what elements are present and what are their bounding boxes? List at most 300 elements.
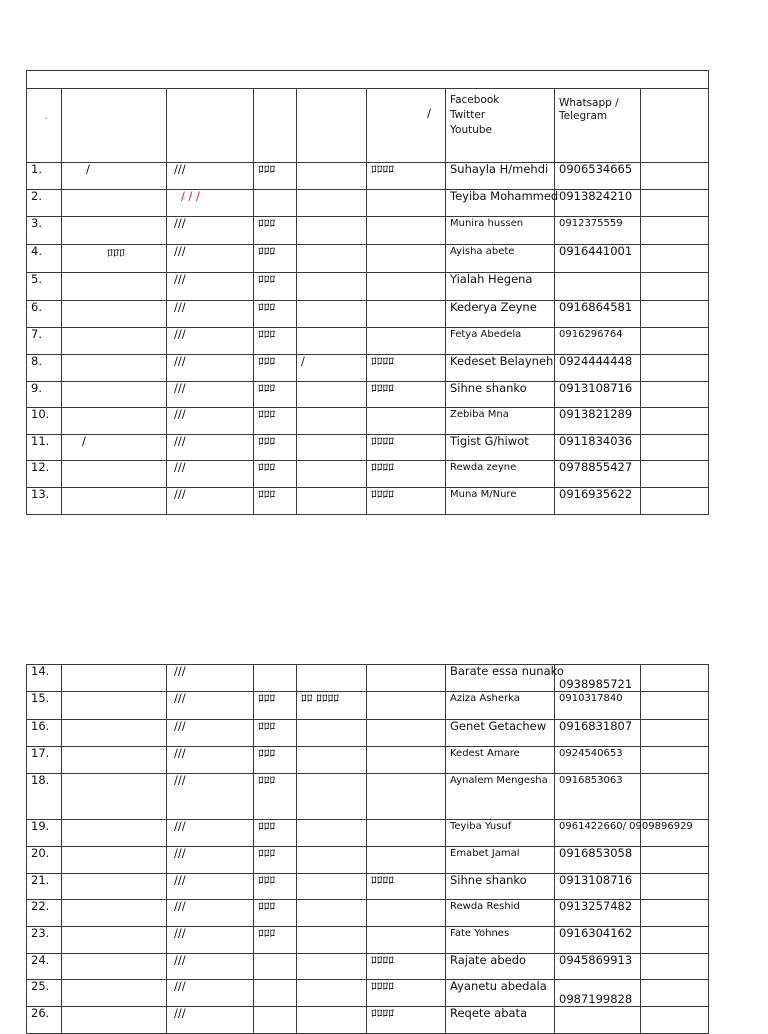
row-number-cell-text: 14.: [31, 664, 50, 678]
phone-cell-text: 0961422660/ 0909896929: [559, 821, 693, 832]
column-1-cell: [62, 301, 167, 328]
row-number-cell: [27, 847, 62, 874]
column-5-cell-text: ﾛﾛﾛﾛ: [371, 979, 394, 993]
phone-cell: [555, 408, 641, 435]
name-cell-text: Aziza Asherka: [450, 693, 520, 704]
column-1-cell: [62, 273, 167, 301]
column-2-cell-text: ///: [174, 926, 186, 940]
row-number-cell-text: 6.: [31, 300, 42, 314]
extra-cell: [641, 217, 709, 245]
name-cell-text: Tigist G/hiwot: [450, 434, 529, 448]
extra-cell: [641, 245, 709, 273]
name-cell-text: Muna M/Nure: [450, 489, 517, 500]
column-5-cell: [367, 900, 446, 927]
column-2-cell-text: ///: [174, 773, 186, 787]
column-1-cell: [62, 900, 167, 927]
extra-cell: [641, 408, 709, 435]
row-number-cell-text: 9.: [31, 381, 42, 395]
table-row: [27, 328, 709, 355]
phone-cell: [555, 190, 641, 217]
phone-cell-text: 0924444448: [559, 354, 633, 368]
column-3-cell-text: ﾛﾛﾛ: [258, 327, 276, 341]
row-number-cell-text: 13.: [31, 487, 50, 501]
header-dot: .: [44, 112, 48, 122]
row-number-cell-text: 20.: [31, 846, 50, 860]
phone-cell: [555, 820, 693, 847]
column-5-cell: [367, 273, 446, 301]
row-number-cell-text: 23.: [31, 926, 50, 940]
name-cell: [446, 1007, 555, 1034]
table-row: [27, 273, 709, 301]
column-5-cell-text: ﾛﾛﾛﾛ: [371, 953, 394, 967]
row-number-cell-text: 24.: [31, 953, 50, 967]
column-2-cell: [167, 355, 254, 382]
column-2-cell: [167, 847, 254, 874]
column-1-cell: [62, 461, 167, 488]
header-social-cell: [446, 89, 555, 163]
phone-cell-text: 0916304162: [559, 926, 633, 940]
phone-cell: [555, 273, 641, 301]
column-5-cell: [367, 980, 446, 1007]
column-4-cell-text: /: [301, 354, 305, 368]
row-number-cell: [27, 900, 62, 927]
row-number-cell: [27, 273, 62, 301]
phone-cell-text: 0906534665: [559, 162, 633, 176]
column-1-cell: [62, 847, 167, 874]
extra-cell: [641, 665, 709, 692]
column-1-cell: [62, 435, 167, 461]
column-5-cell: [367, 328, 446, 355]
name-cell-text: Kedeset Belayneh: [450, 354, 554, 368]
phone-cell: [555, 163, 641, 190]
phone-cell-text: 0916864581: [559, 300, 633, 314]
column-4-cell: [297, 692, 367, 720]
table-row: [27, 692, 709, 720]
row-number-cell: [27, 355, 62, 382]
phone-cell-text: 0916935622: [559, 487, 633, 501]
column-2-cell: [167, 435, 254, 461]
phone-cell-text: 0916853058: [559, 846, 633, 860]
name-cell: [446, 927, 555, 954]
column-3-cell: [254, 1007, 297, 1034]
row-number-cell-text: 17.: [31, 746, 50, 760]
column-2-cell-text: ///: [174, 407, 186, 421]
row-number-cell-text: 16.: [31, 719, 50, 733]
phone-cell-text: 0924540653: [559, 748, 623, 759]
header-number-cell: [27, 89, 62, 163]
name-cell-text: Aynalem Mengesha: [450, 775, 548, 786]
column-4-cell: [297, 488, 367, 515]
extra-cell: [641, 273, 709, 301]
extra-cell: [641, 874, 709, 900]
column-2-cell-text: ///: [174, 899, 186, 913]
column-2-cell: [167, 301, 254, 328]
column-3-cell-text: ﾛﾛﾛ: [258, 487, 276, 501]
column-5-cell: [367, 774, 446, 820]
column-3-cell-text: ﾛﾛﾛ: [258, 272, 276, 286]
row-number-cell: [27, 408, 62, 435]
column-1-cell: [62, 408, 167, 435]
column-4-cell: [297, 747, 367, 774]
table-row: [27, 665, 709, 692]
name-cell: [446, 435, 555, 461]
table-row: [27, 382, 709, 408]
row-number-cell: [27, 980, 62, 1007]
column-3-cell: [254, 408, 297, 435]
column-5-cell: [367, 1007, 446, 1034]
header-cell-5: [367, 89, 446, 163]
column-2-cell-text: ///: [174, 746, 186, 760]
extra-cell: [641, 435, 709, 461]
column-2-cell-text: ///: [174, 979, 186, 993]
name-cell: [446, 408, 555, 435]
phone-cell: [555, 774, 641, 820]
column-2-cell: [167, 820, 254, 847]
name-cell-text: Reqete abata: [450, 1006, 528, 1020]
phone-cell: [555, 665, 641, 692]
extra-cell: [641, 954, 709, 980]
phone-cell: [555, 461, 641, 488]
column-5-cell: [367, 820, 446, 847]
column-2-cell: [167, 774, 254, 820]
row-number-cell: [27, 927, 62, 954]
column-5-cell: [367, 692, 446, 720]
phone-cell: [555, 980, 641, 1007]
column-3-cell-text: ﾛﾛﾛ: [258, 244, 276, 258]
column-3-cell-text: ﾛﾛﾛ: [258, 354, 276, 368]
column-5-cell: [367, 301, 446, 328]
phone-cell: [555, 301, 641, 328]
header-cell-3: [254, 89, 297, 163]
phone-cell: [555, 1007, 641, 1034]
name-cell: [446, 664, 564, 692]
column-1-cell-text: ﾛﾛﾛ: [106, 246, 125, 260]
column-3-cell: [254, 328, 297, 355]
column-3-cell: [254, 954, 297, 980]
name-cell: [446, 382, 555, 408]
header-facebook: Facebook: [450, 94, 500, 106]
column-5-cell: [367, 927, 446, 954]
name-cell: [446, 980, 555, 1007]
phone-cell: [555, 720, 641, 747]
name-cell: [446, 488, 555, 515]
column-3-cell-text: ﾛﾛﾛ: [258, 691, 276, 705]
column-1-cell: [62, 874, 167, 900]
column-5-cell: [367, 488, 446, 515]
header-row: [27, 89, 709, 163]
phone-cell: [555, 217, 641, 245]
table-row: [27, 190, 709, 217]
table-row: [27, 217, 709, 245]
row-number-cell: [27, 163, 62, 190]
name-cell: [446, 720, 555, 747]
table-row: [27, 847, 709, 874]
row-number-cell: [27, 190, 62, 217]
column-3-cell: [254, 301, 297, 328]
extra-cell: [641, 774, 709, 820]
row-number-cell-text: 18.: [31, 773, 50, 787]
name-cell: [446, 461, 555, 488]
column-3-cell-text: ﾛﾛﾛ: [258, 719, 276, 733]
column-3-cell: [254, 273, 297, 301]
name-cell: [446, 954, 555, 980]
column-2-cell: [167, 190, 254, 217]
column-3-cell: [254, 774, 297, 820]
column-4-cell: [297, 820, 367, 847]
column-2-cell-text: ///: [174, 1006, 186, 1020]
table-row: [27, 900, 709, 927]
name-cell-text: Rewda Reshid: [450, 901, 520, 912]
column-2-cell-text: / / /: [181, 189, 200, 203]
name-cell-text: Rajate abedo: [450, 953, 527, 967]
column-2-cell-text: ///: [174, 664, 186, 678]
name-cell-text: Rewda zeyne: [450, 462, 517, 473]
column-2-cell-text: ///: [174, 354, 186, 368]
phone-cell: [555, 328, 641, 355]
phone-cell: [555, 847, 641, 874]
extra-cell: [641, 355, 709, 382]
column-4-cell: [297, 190, 367, 217]
name-cell-text: Kederya Zeyne: [450, 300, 537, 314]
row-number-cell: [27, 301, 62, 328]
extra-cell: [641, 382, 709, 408]
row-number-cell-text: 8.: [31, 354, 42, 368]
table-row: [27, 435, 709, 461]
column-2-cell: [167, 217, 254, 245]
header-twitter: Twitter: [450, 109, 486, 121]
name-cell-text: Munira hussen: [450, 218, 524, 229]
table-row: [27, 301, 709, 328]
name-cell: [446, 355, 555, 382]
column-4-cell: [297, 301, 367, 328]
header-cell-1: [62, 89, 167, 163]
column-1-cell: [62, 692, 167, 720]
column-3-cell-text: ﾛﾛﾛ: [258, 300, 276, 314]
phone-cell: [555, 382, 641, 408]
column-3-cell: [254, 163, 297, 190]
row-number-cell-text: 15.: [31, 691, 50, 705]
column-3-cell: [254, 720, 297, 747]
column-3-cell: [254, 488, 297, 515]
column-4-cell: [297, 980, 367, 1007]
column-2-cell: [167, 245, 254, 273]
name-cell: [446, 163, 555, 190]
column-4-cell: [297, 328, 367, 355]
column-5-cell: [367, 217, 446, 245]
header-cell-4: [297, 89, 367, 163]
row-number-cell: [27, 245, 62, 273]
column-3-cell: [254, 927, 297, 954]
table-row: [27, 720, 709, 747]
column-4-cell: [297, 874, 367, 900]
row-number-cell: [27, 692, 62, 720]
row-number-cell-text: 1.: [31, 162, 42, 176]
phone-cell: [555, 927, 641, 954]
column-1-cell: [62, 328, 167, 355]
row-number-cell-text: 4.: [31, 244, 42, 258]
column-4-cell: [297, 217, 367, 245]
table-row: [27, 163, 709, 190]
extra-cell: [641, 847, 709, 874]
phone-cell-text: 0987199828: [559, 992, 633, 1006]
column-2-cell: [167, 927, 254, 954]
table-row: [27, 927, 709, 954]
column-1-cell-text: /: [82, 434, 86, 448]
name-cell-text: Ayanetu abedala: [450, 979, 547, 993]
phone-cell: [555, 954, 641, 980]
column-3-cell-text: ﾛﾛﾛ: [258, 846, 276, 860]
column-4-cell: [297, 927, 367, 954]
name-cell-text: Yialah Hegena: [450, 272, 533, 286]
column-2-cell: [167, 163, 254, 190]
phone-cell-text: 0913824210: [559, 189, 633, 203]
column-3-cell: [254, 190, 297, 217]
phone-cell: [555, 435, 641, 461]
row-number-cell-text: 12.: [31, 460, 50, 474]
column-3-cell-text: ﾛﾛﾛ: [258, 926, 276, 940]
column-5-cell: [367, 190, 446, 217]
column-5-cell: [367, 435, 446, 461]
column-2-cell-text: ///: [174, 327, 186, 341]
extra-cell: [641, 328, 709, 355]
column-5-cell: [367, 382, 446, 408]
table-row: [27, 408, 709, 435]
name-cell-text: Fetya Abedela: [450, 329, 522, 340]
extra-cell: [641, 190, 709, 217]
column-1-cell: [62, 163, 167, 190]
table-row: [27, 1007, 709, 1034]
row-number-cell: [27, 1007, 62, 1034]
table-row: [27, 820, 709, 847]
header-social-platforms: [450, 89, 554, 138]
column-3-cell: [254, 461, 297, 488]
column-2-cell: [167, 408, 254, 435]
name-cell: [446, 774, 555, 820]
column-4-cell: [297, 273, 367, 301]
column-5-cell-text: ﾛﾛﾛﾛ: [371, 354, 394, 368]
column-3-cell: [254, 874, 297, 900]
column-4-cell: [297, 900, 367, 927]
column-2-cell: [167, 328, 254, 355]
column-3-cell-text: ﾛﾛﾛ: [258, 460, 276, 474]
column-5-cell: [367, 847, 446, 874]
column-3-cell-text: ﾛﾛﾛ: [258, 899, 276, 913]
column-3-cell: [254, 665, 297, 692]
column-3-cell-text: ﾛﾛﾛ: [258, 407, 276, 421]
header-messaging-cell: [555, 89, 641, 163]
name-cell: [446, 189, 559, 217]
extra-cell: [641, 980, 709, 1007]
name-cell: [446, 328, 555, 355]
name-cell-text: Emabet Jamal: [450, 848, 520, 859]
column-3-cell-text: ﾛﾛﾛ: [258, 746, 276, 760]
row-number-cell-text: 26.: [31, 1006, 50, 1020]
name-cell: [446, 820, 555, 847]
column-4-cell: [297, 382, 367, 408]
row-number-cell: [27, 435, 62, 461]
column-1-cell: [62, 927, 167, 954]
table-row: [27, 980, 709, 1007]
column-1-cell: [62, 665, 167, 692]
name-cell: [446, 273, 555, 301]
row-number-cell: [27, 747, 62, 774]
column-2-cell-text: ///: [174, 691, 186, 705]
column-5-cell: [367, 720, 446, 747]
column-2-cell-text: ///: [174, 719, 186, 733]
column-1-cell: [62, 820, 167, 847]
header-cell-2: [167, 89, 254, 163]
column-1-cell: [62, 774, 167, 820]
row-number-cell: [27, 382, 62, 408]
column-2-cell-text: ///: [174, 819, 186, 833]
column-5-cell: [367, 954, 446, 980]
row-number-cell: [27, 720, 62, 747]
column-2-cell: [167, 954, 254, 980]
extra-cell: [641, 1007, 709, 1034]
column-2-cell-text: ///: [174, 953, 186, 967]
column-3-cell-text: ﾛﾛﾛ: [258, 216, 276, 230]
contact-table-1: [26, 70, 709, 515]
column-5-cell: [367, 245, 446, 273]
column-5-cell: [367, 163, 446, 190]
row-number-cell-text: 7.: [31, 327, 42, 341]
row-number-cell-text: 19.: [31, 819, 50, 833]
column-3-cell-text: ﾛﾛﾛ: [258, 773, 276, 787]
column-5-cell: [367, 355, 446, 382]
phone-cell-text: 0945869913: [559, 953, 633, 967]
column-4-cell: [297, 245, 367, 273]
extra-cell: [641, 692, 709, 720]
column-3-cell: [254, 245, 297, 273]
column-1-cell: [62, 488, 167, 515]
column-3-cell: [254, 355, 297, 382]
phone-cell: [555, 692, 641, 720]
column-5-cell: [367, 461, 446, 488]
column-2-cell: [167, 665, 254, 692]
header-cell-8: [641, 89, 709, 163]
phone-cell-text: 0910317840: [559, 693, 623, 704]
extra-cell: [641, 488, 709, 515]
column-1-cell: [62, 217, 167, 245]
name-cell: [446, 747, 555, 774]
column-1-cell: [62, 747, 167, 774]
name-cell-text: Ayisha abete: [450, 246, 515, 257]
phone-cell: [555, 488, 641, 515]
phone-cell: [555, 245, 641, 273]
column-2-cell: [167, 747, 254, 774]
name-cell-text: Zebiba Mna: [450, 409, 509, 420]
column-4-cell: [297, 435, 367, 461]
column-2-cell-text: ///: [174, 487, 186, 501]
column-3-cell-text: ﾛﾛﾛ: [258, 873, 276, 887]
column-5-cell: [367, 874, 446, 900]
phone-cell: [555, 747, 641, 774]
table-row: [27, 747, 709, 774]
column-5-cell: [367, 665, 446, 692]
name-cell: [446, 874, 555, 900]
table-row: [27, 954, 709, 980]
column-2-cell: [167, 900, 254, 927]
column-2-cell-text: ///: [174, 272, 186, 286]
column-2-cell: [167, 273, 254, 301]
header-youtube: Youtube: [450, 124, 492, 136]
column-3-cell: [254, 382, 297, 408]
table-row: [27, 461, 709, 488]
column-5-cell-text: ﾛﾛﾛﾛ: [371, 873, 394, 887]
column-3-cell-text: ﾛﾛﾛ: [258, 162, 276, 176]
phone-cell-text: 0913108716: [559, 873, 633, 887]
row-number-cell-text: 21.: [31, 873, 50, 887]
